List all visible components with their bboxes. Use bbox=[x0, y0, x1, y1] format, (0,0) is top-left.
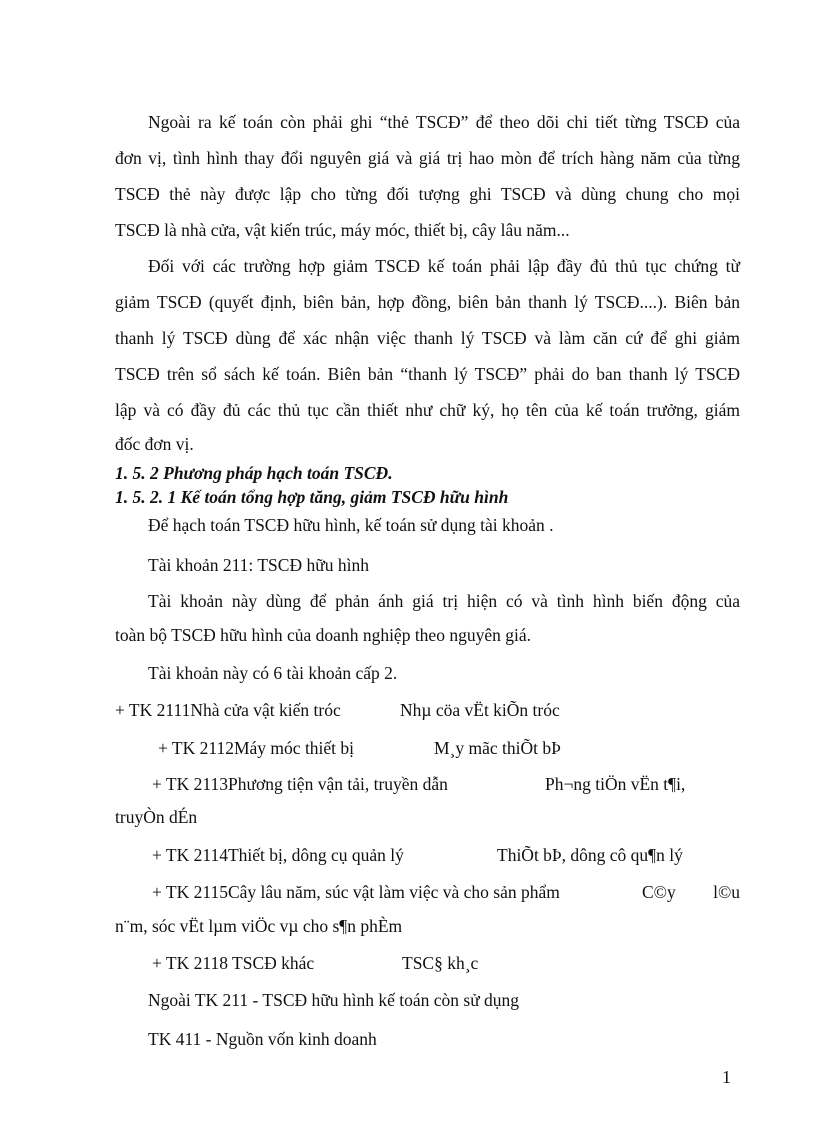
text-line: Ngoài TK 211 - TSCĐ hữu hình kế toán còn sử dụng bbox=[148, 990, 520, 1010]
text-line: Để hạch toán TSCĐ hữu hình, kế toán sử dụng tài khoản . bbox=[148, 515, 554, 535]
text-line: giảm TSCĐ (quyết định, biên bản, hợp đồng, biên bản thanh lý TSCĐ....). Biên bản bbox=[115, 292, 740, 312]
text-line: toàn bộ TSCĐ hữu hình của doanh nghiệp theo nguyên giá. bbox=[115, 625, 531, 645]
text-line: Tài khoản này dùng để phản ánh giá trị hiện có và tình hình biến động của bbox=[148, 591, 740, 611]
text-line: Đối với các trường hợp giảm TSCĐ kế toán phải lập đầy đủ thủ tục chứng từ bbox=[148, 256, 740, 276]
account-label: + TK 2114Thiết bị, dông cụ quản lý bbox=[152, 845, 404, 865]
account-continuation: n¨m, sóc vËt lµm viÖc vµ cho s¶n phÈm bbox=[115, 916, 403, 936]
account-garbled-text: M¸y mãc thiÕt bÞ bbox=[434, 738, 561, 758]
text-line: lập và có đầy đủ các thủ tục cần thiết như chữ ký, họ tên của kế toán trưởng, giám bbox=[115, 400, 740, 420]
account-garbled-text: Ph¬ng tiÖn vËn t¶i, bbox=[545, 774, 686, 794]
account-label: + TK 2111Nhà cửa vật kiến tróc bbox=[115, 700, 341, 720]
account-garbled-text: TSC§ kh¸c bbox=[402, 953, 479, 973]
subsection-heading: 1. 5. 2. 1 Kế toán tổng hợp tăng, giảm TSCĐ hữu hình bbox=[115, 487, 509, 507]
page-number: 1 bbox=[722, 1067, 731, 1087]
account-label: + TK 2113Phương tiện vận tải, truyền dẫn bbox=[152, 774, 448, 794]
text-line: Tài khoản này có 6 tài khoản cấp 2. bbox=[148, 663, 398, 683]
account-label: + TK 2112Máy móc thiết bị bbox=[158, 738, 355, 758]
text-line: đơn vị, tình hình thay đổi nguyên giá và giá trị hao mòn để trích hàng năm của từng bbox=[115, 148, 740, 168]
text-line: TSCĐ là nhà cửa, vật kiến trúc, máy móc, thiết bị, cây lâu năm... bbox=[115, 220, 570, 240]
text-line: thanh lý TSCĐ dùng để xác nhận việc thanh lý TSCĐ và làm căn cứ để ghi giảm bbox=[115, 328, 740, 348]
account-garbled-text: C©y l©u bbox=[642, 882, 740, 902]
text-line: TSCĐ thẻ này được lập cho từng đối tượng ghi TSCĐ và dùng chung cho mọi bbox=[115, 184, 740, 204]
text-line: TK 411 - Nguồn vốn kinh doanh bbox=[148, 1029, 377, 1049]
text-line: đốc đơn vị. bbox=[115, 434, 194, 454]
account-garbled-text: Nhµ cöa vËt kiÕn tróc bbox=[400, 700, 560, 720]
account-continuation: truyÒn dÉn bbox=[115, 807, 198, 827]
text-line: Ngoài ra kế toán còn phải ghi “thẻ TSCĐ” để theo dõi chi tiết từng TSCĐ của bbox=[148, 112, 740, 132]
account-label: + TK 2118 TSCĐ khác bbox=[152, 953, 315, 973]
text-line: TSCĐ trên sổ sách kế toán. Biên bản “thanh lý TSCĐ” phải do ban thanh lý TSCĐ bbox=[115, 364, 740, 384]
account-label: + TK 2115Cây lâu năm, súc vật làm việc và cho sản phẩm bbox=[152, 882, 560, 902]
account-garbled-text: ThiÕt bÞ, dông cô qu¶n lý bbox=[497, 845, 683, 865]
text-line: Tài khoản 211: TSCĐ hữu hình bbox=[148, 555, 369, 575]
section-heading: 1. 5. 2 Phương pháp hạch toán TSCĐ. bbox=[115, 463, 393, 483]
